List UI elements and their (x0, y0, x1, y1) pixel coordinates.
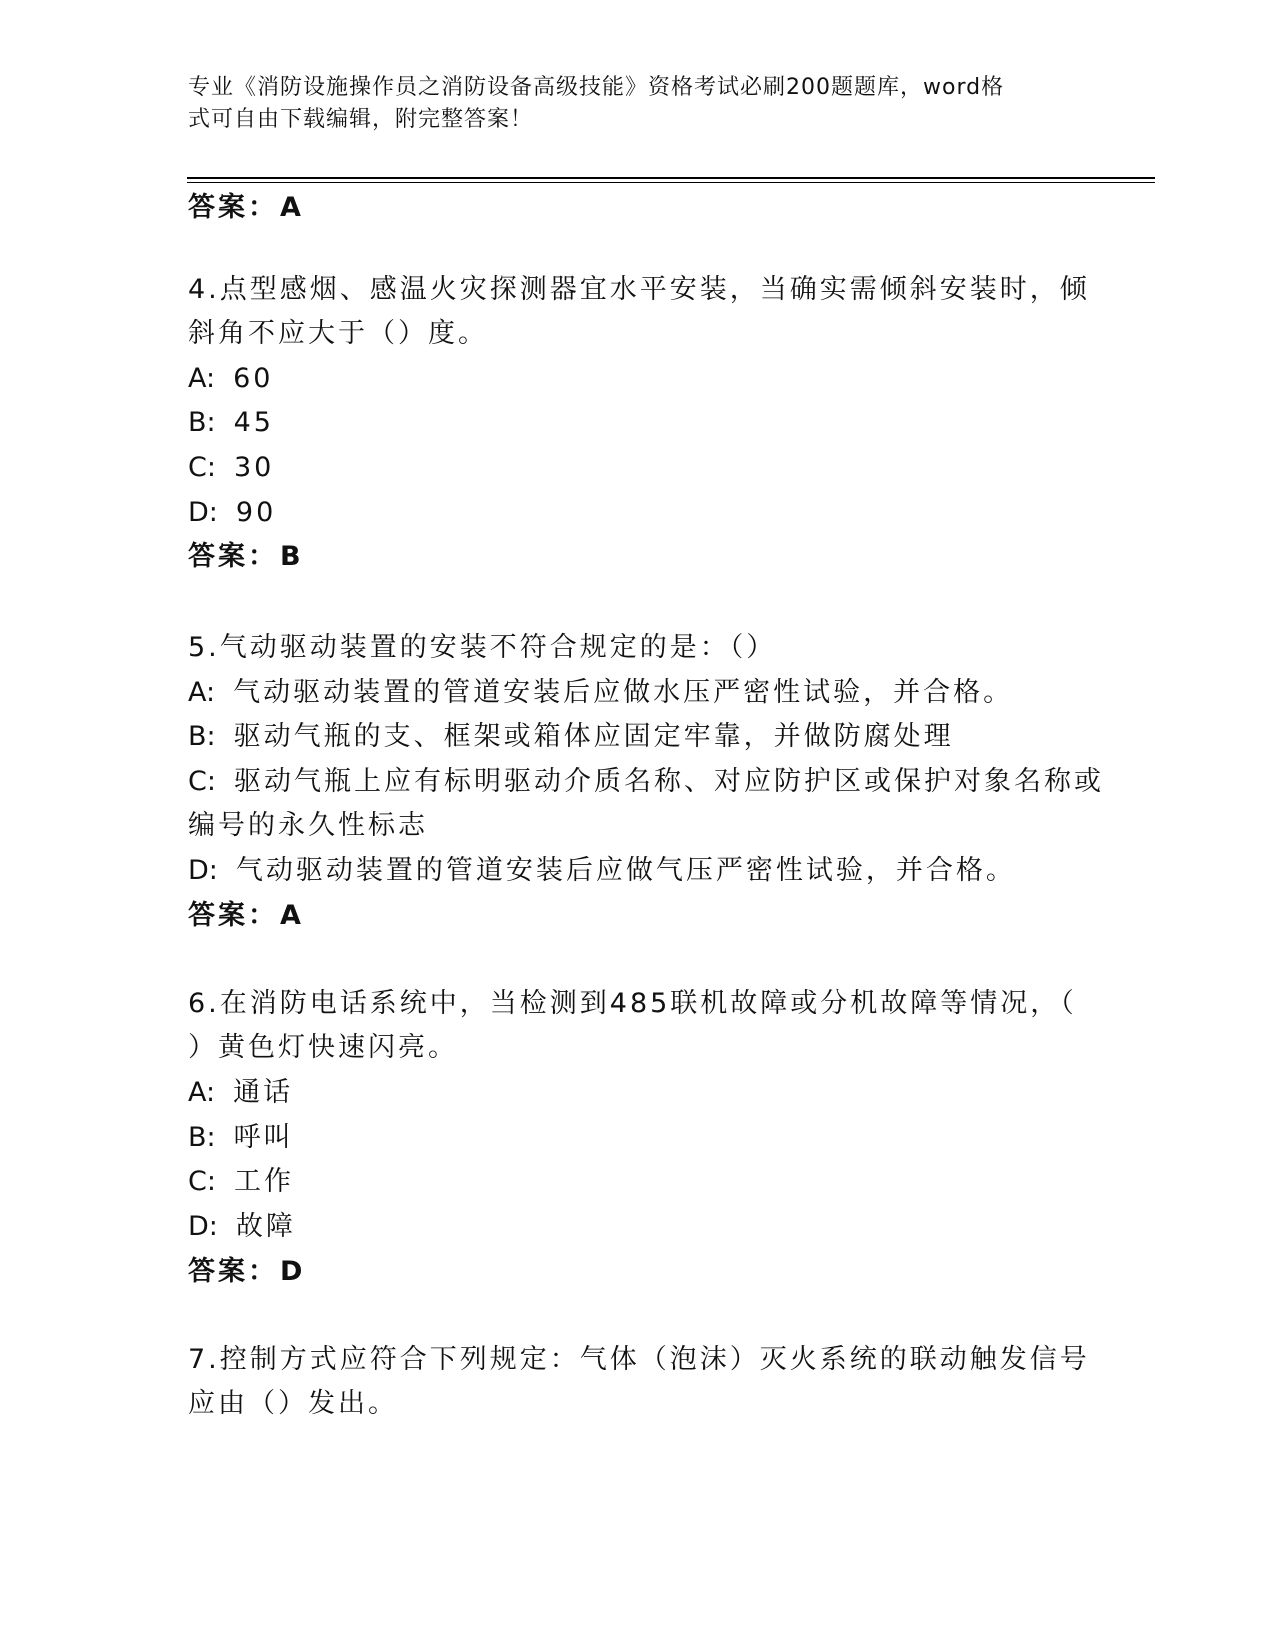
option-letter: D: (188, 497, 218, 528)
option-text: 30 (233, 452, 275, 483)
option-letter: B: (188, 1122, 216, 1153)
answer-label: 答案： (188, 1256, 278, 1287)
question-5-answer (188, 898, 301, 934)
question-4-option-b (188, 405, 274, 441)
option-letter: D: (188, 1211, 218, 1242)
option-letter: A: (188, 1077, 216, 1108)
option-text: 呼叫 (233, 1122, 294, 1153)
option-text: 驱动气瓶上应有标明驱动介质名称、对应防护区或保护对象名称或 (233, 766, 1104, 797)
header-rule-thin (187, 182, 1155, 183)
option-text: 气动驱动装置的管道安装后应做水压严密性试验，并合格。 (233, 677, 1014, 708)
answer-value: A (280, 192, 301, 223)
option-letter: A: (188, 677, 216, 708)
question-7-stem-line-2: 应由（）发出。 (188, 1388, 398, 1419)
option-text: 60 (233, 363, 274, 394)
option-text: 故障 (235, 1211, 296, 1242)
question-6-option-c (188, 1164, 294, 1200)
option-text: 45 (233, 407, 274, 438)
question-5-option-d (188, 853, 1016, 889)
header-rule-thick (187, 177, 1155, 179)
question-6-option-a (188, 1075, 293, 1111)
option-letter: C: (188, 766, 216, 797)
option-letter: B: (188, 407, 216, 438)
question-6-answer (188, 1254, 302, 1290)
header-line-1: 专业《消防设施操作员之消防设备高级技能》资格考试必刷200题题库，word格 (188, 75, 1005, 100)
option-text: 工作 (233, 1166, 294, 1197)
question-5-option-c (188, 764, 1104, 800)
option-letter: D: (188, 855, 218, 886)
question-4-option-c (188, 450, 274, 486)
answer-value: A (280, 900, 301, 931)
answer-line (188, 190, 301, 226)
option-text: 驱动气瓶的支、框架或箱体应固定牢靠，并做防腐处理 (233, 721, 954, 752)
question-6-option-b (188, 1120, 294, 1156)
question-5-option-b (188, 719, 954, 755)
question-6-stem-line-1: 6.在消防电话系统中，当检测到485联机故障或分机故障等情况，（ (188, 988, 1077, 1019)
answer-label: 答案： (188, 192, 278, 223)
question-4-option-d (188, 495, 276, 531)
question-6-option-d (188, 1209, 296, 1245)
question-6-stem-line-2: ）黄色灯快速闪亮。 (188, 1032, 458, 1063)
question-5-stem-line-1: 5.气动驱动装置的安装不符合规定的是：（） (188, 632, 777, 663)
question-4-stem-line-1: 4.点型感烟、感温火灾探测器宜水平安装，当确实需倾斜安装时，倾 (188, 274, 1090, 305)
option-letter: A: (188, 363, 216, 394)
header-line-2: 式可自由下载编辑，附完整答案！ (188, 107, 534, 132)
option-text: 通话 (233, 1077, 294, 1108)
answer-label: 答案： (188, 900, 278, 931)
question-4-option-a (188, 361, 273, 397)
option-letter: C: (188, 452, 216, 483)
option-text: 气动驱动装置的管道安装后应做气压严密性试验，并合格。 (235, 855, 1016, 886)
option-letter: B: (188, 721, 216, 752)
question-5-option-c-continued: 编号的永久性标志 (188, 810, 428, 841)
document-header (188, 72, 1088, 136)
answer-value: D (280, 1256, 303, 1287)
answer-label: 答案： (188, 541, 278, 572)
question-5-option-a (188, 675, 1013, 711)
question-4-stem-line-2: 斜角不应大于（）度。 (188, 318, 488, 349)
question-4-answer (188, 539, 301, 575)
option-letter: C: (188, 1166, 216, 1197)
question-7-stem-line-1: 7.控制方式应符合下列规定：气体（泡沫）灭火系统的联动触发信号 (188, 1344, 1090, 1375)
option-text: 90 (235, 497, 277, 528)
answer-value: B (280, 541, 301, 572)
